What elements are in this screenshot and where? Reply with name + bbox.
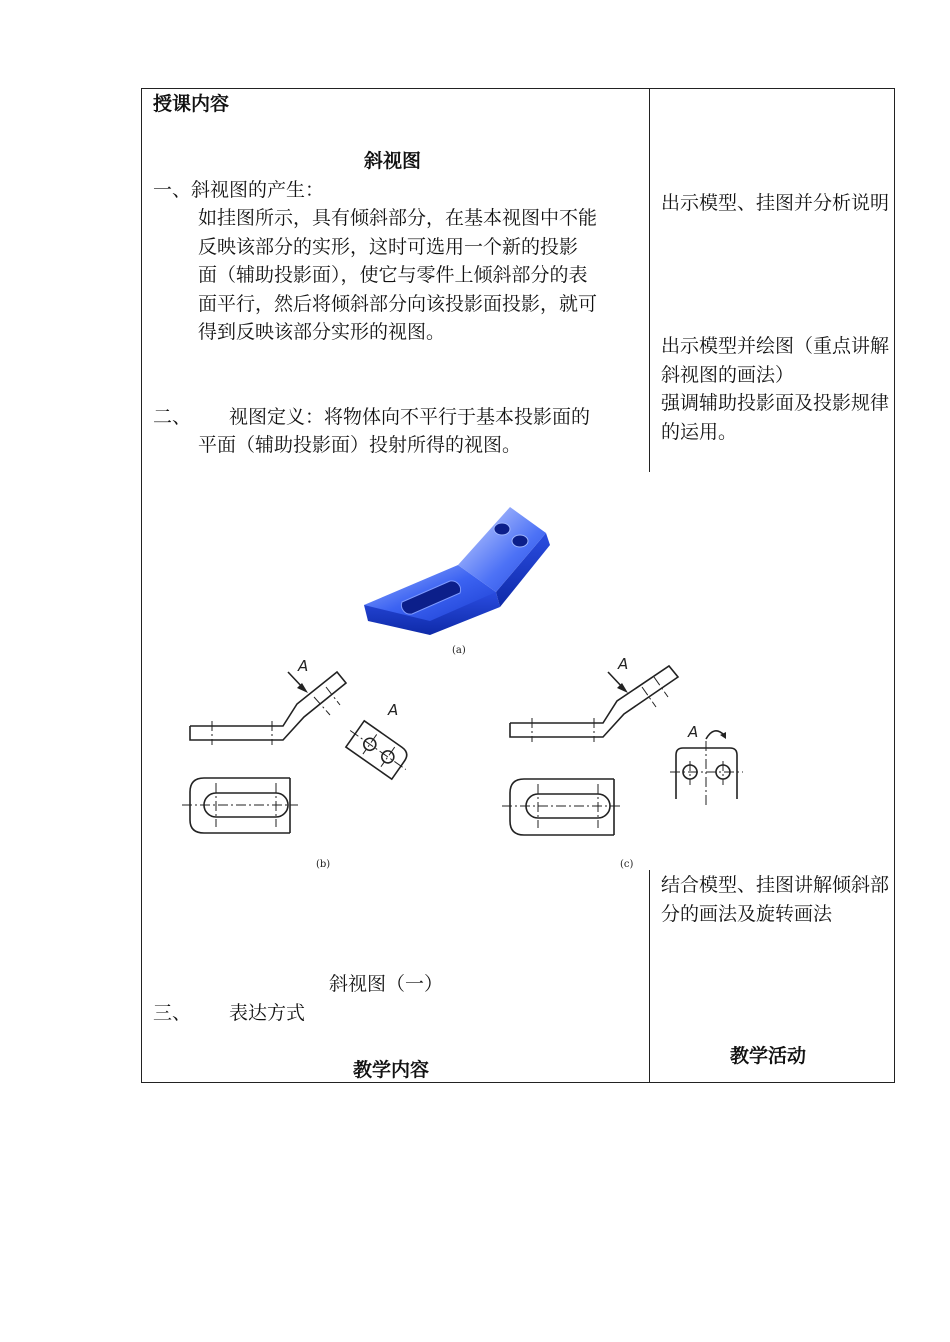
section1-line: 反映该部分的实形，这时可选用一个新的投影 — [198, 235, 579, 258]
activity-1: 出示模型、挂图并分析说明 — [661, 192, 890, 214]
footer-teaching-activity: 教学活动 — [730, 1045, 807, 1067]
figure-caption: 斜视图（一） — [329, 973, 444, 995]
section3-text: 表达方式 — [229, 1002, 306, 1024]
bracket-3d-illustration — [350, 495, 570, 665]
oblique-view-drawing-c — [500, 655, 760, 875]
arrow-label-c: A — [618, 655, 629, 673]
section1-heading: 一、斜视图的产生： — [153, 179, 325, 201]
section3-number: 三、 — [153, 1002, 192, 1024]
section-title: 斜视图 — [364, 150, 422, 172]
section1-line: 面（辅助投影面），使它与零件上倾斜部分的表 — [198, 264, 588, 286]
section1-line: 如挂图所示，具有倾斜部分，在基本视图中不能 — [198, 207, 598, 229]
section1-line: 面平行，然后将倾斜部分向该投影面投影，就可 — [198, 292, 598, 315]
section1-body — [198, 204, 597, 347]
activity-3: 强调辅助投影面及投影规律的运用。 — [661, 392, 890, 443]
oblique-view-drawing-b — [180, 655, 420, 875]
view-label-c: A — [688, 723, 699, 741]
view-label-b: A — [388, 701, 399, 719]
activity-4: 结合模型、挂图讲解倾斜部分的画法及旋转画法 — [661, 874, 890, 925]
column-divider-bottom — [649, 870, 650, 1083]
figure-label-c: (c) — [620, 859, 634, 870]
figure-label-b: (b) — [316, 859, 331, 870]
section1-line: 得到反映该部分实形的视图。 — [198, 321, 446, 343]
section2-line1: 视图定义：将物体向不平行于基本投影面的 — [229, 406, 591, 428]
arrow-label-b: A — [298, 657, 309, 675]
figure-label-a: (a) — [452, 645, 466, 656]
column-divider-top — [649, 88, 650, 472]
section2-line2: 平面（辅助投影面）投射所得的视图。 — [198, 434, 522, 456]
header-title: 授课内容 — [153, 93, 230, 115]
section2-number: 二、 — [153, 406, 192, 428]
activity-2: 出示模型并绘图（重点讲解斜视图的画法） — [661, 335, 890, 386]
footer-teaching-content: 教学内容 — [353, 1059, 430, 1081]
